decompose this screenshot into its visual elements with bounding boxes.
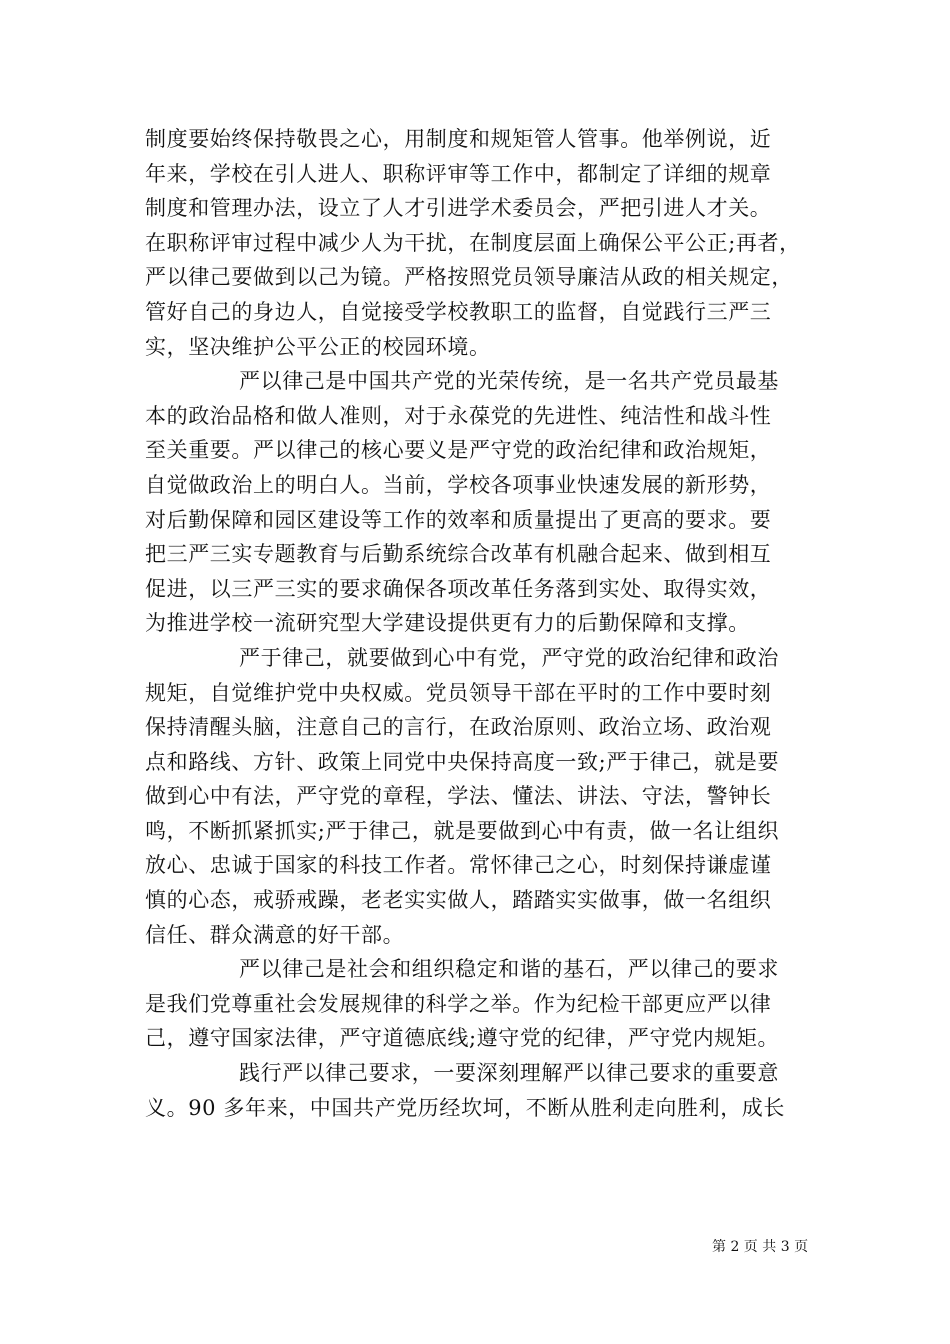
text-line: 对后勤保障和园区建设等工作的效率和质量提出了更高的要求。要 bbox=[145, 507, 772, 532]
text-line: 信任、群众满意的好干部。 bbox=[145, 922, 405, 947]
text-line: 本的政治品格和做人准则，对于永葆党的先进性、纯洁性和战斗性 bbox=[145, 403, 772, 428]
text-line: 是我们党尊重社会发展规律的科学之举。作为纪检干部更应严以律 bbox=[145, 991, 772, 1016]
text-line: 严以律己要做到以己为镜。严格按照党员领导廉洁从政的相关规定， bbox=[145, 265, 793, 290]
text-line: 义。90 多年来，中国共产党历经坎坷，不断从胜利走向胜利，成长 bbox=[145, 1095, 785, 1120]
text-line: 管好自己的身边人，自觉接受学校教职工的监督，自觉践行三严三 bbox=[145, 299, 772, 324]
paragraph-3 bbox=[145, 641, 815, 952]
text-line-indented: 严以律己是社会和组织稳定和谐的基石，严以律己的要求 bbox=[239, 957, 779, 982]
text-line: 在职称评审过程中减少人为干扰，在制度层面上确保公平公正;再者， bbox=[145, 230, 801, 255]
text-line-indented: 严以律己是中国共产党的光荣传统，是一名共产党员最基 bbox=[239, 369, 779, 394]
paragraph-1 bbox=[145, 122, 815, 364]
text-line: 年来，学校在引人进人、职称评审等工作中，都制定了详细的规章 bbox=[145, 161, 772, 186]
text-line: 制度要始终保持敬畏之心，用制度和规矩管人管事。他举例说，近 bbox=[145, 127, 772, 151]
text-line: 点和路线、方针、政策上同党中央保持高度一致;严于律己，就是要 bbox=[145, 749, 780, 774]
text-line: 促进，以三严三实的要求确保各项改革任务落到实处、取得实效， bbox=[145, 576, 772, 601]
page-number-footer: 第 2 页 共 3 页 bbox=[712, 1239, 809, 1255]
text-line: 把三严三实专题教育与后勤系统综合改革有机融合起来、做到相互 bbox=[145, 542, 772, 567]
text-line-indented: 严于律己，就要做到心中有党，严守党的政治纪律和政治 bbox=[239, 645, 779, 670]
text-line: 规矩，自觉维护党中央权威。党员领导干部在平时的工作中要时刻 bbox=[145, 680, 772, 705]
text-line: 慎的心态，戒骄戒躁，老老实实做人，踏踏实实做事，做一名组织 bbox=[145, 888, 772, 913]
paragraph-2 bbox=[145, 364, 815, 641]
text-line: 至关重要。严以律己的核心要义是严守党的政治纪律和政治规矩， bbox=[145, 438, 772, 463]
text-line: 制度和管理办法，设立了人才引进学术委员会，严把引进人才关。 bbox=[145, 196, 772, 221]
text-line: 放心、忠诚于国家的科技工作者。常怀律己之心，时刻保持谦虚谨 bbox=[145, 853, 772, 878]
text-line: 保持清醒头脑，注意自己的言行，在政治原则、政治立场、政治观 bbox=[145, 715, 772, 740]
document-body bbox=[145, 122, 815, 1125]
text-line: 自觉做政治上的明白人。当前，学校各项事业快速发展的新形势， bbox=[145, 472, 772, 497]
text-line: 鸣，不断抓紧抓实;严于律己，就是要做到心中有责，做一名让组织 bbox=[145, 818, 780, 843]
paragraph-4 bbox=[145, 952, 815, 1056]
text-line: 做到心中有法，严守党的章程，学法、懂法、讲法、守法，警钟长 bbox=[145, 784, 772, 809]
text-line: 为推进学校一流研究型大学建设提供更有力的后勤保障和支撑。 bbox=[145, 611, 750, 636]
text-line: 己，遵守国家法律，严守道德底线;遵守党的纪律，严守党内规矩。 bbox=[145, 1026, 780, 1051]
text-line-indented: 践行严以律己要求，一要深刻理解严以律己要求的重要意 bbox=[239, 1061, 779, 1086]
text-line: 实，坚决维护公平公正的校园环境。 bbox=[145, 334, 491, 359]
paragraph-5 bbox=[145, 1056, 815, 1125]
